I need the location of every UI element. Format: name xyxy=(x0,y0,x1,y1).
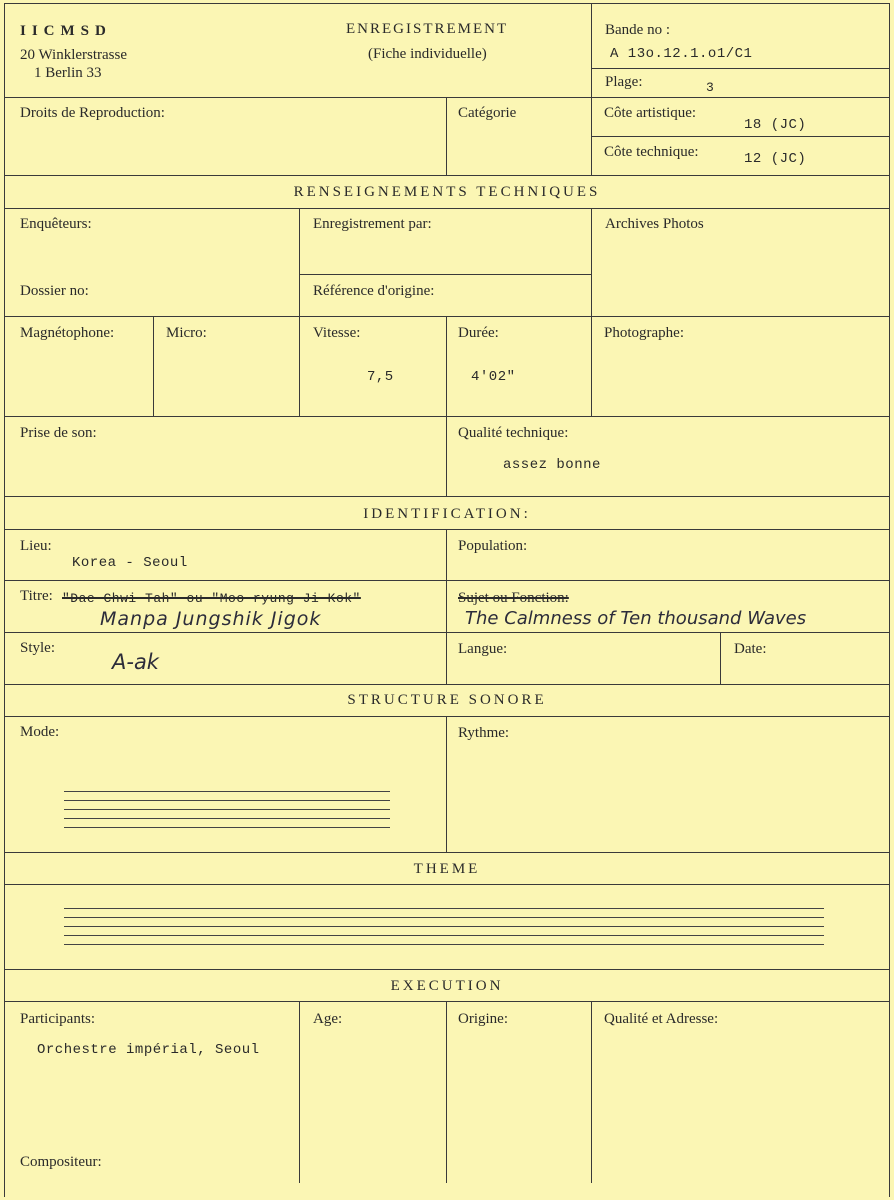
theme-staff-line-4 xyxy=(64,935,824,936)
titre-struck-value: "Dae Chwi-Tah" ou "Moo-ryung Ji Kok" xyxy=(62,591,361,606)
line-vitesse-bottom xyxy=(4,416,889,417)
age-label: Age: xyxy=(313,1011,343,1027)
dossier-label: Dossier no: xyxy=(20,283,89,299)
line-theme-title xyxy=(4,884,889,885)
cote-artistique-label: Côte artistique: xyxy=(604,105,697,121)
plage-value: 3 xyxy=(706,80,715,95)
prise-de-son-label: Prise de son: xyxy=(20,425,97,441)
line-structure-bottom xyxy=(4,852,889,853)
line-cote xyxy=(591,136,889,137)
qualite-technique-label: Qualité technique: xyxy=(458,425,569,441)
tech-divider-2 xyxy=(591,208,592,416)
line-enreg-ref xyxy=(299,274,591,275)
participants-label: Participants: xyxy=(20,1011,95,1027)
staff-line-4 xyxy=(64,818,390,819)
org-logo: IICMSD xyxy=(20,23,112,39)
magnetophone-label: Magnétophone: xyxy=(20,325,115,341)
duree-divider xyxy=(446,316,447,496)
border-right xyxy=(889,3,890,1197)
bande-label: Bande no : xyxy=(605,22,670,38)
date-divider xyxy=(720,632,721,684)
form-title: ENREGISTREMENT xyxy=(346,21,509,37)
line-style-bottom xyxy=(4,684,889,685)
enregistrement-par-label: Enregistrement par: xyxy=(313,216,432,232)
style-label: Style: xyxy=(20,640,56,656)
enqueteurs-label: Enquêteurs: xyxy=(20,216,92,232)
line-rights-bottom xyxy=(4,175,889,176)
section-identification: IDENTIFICATION: xyxy=(363,506,531,522)
section-renseignements: RENSEIGNEMENTS TECHNIQUES xyxy=(293,184,601,200)
line-bande-plage xyxy=(591,68,889,69)
micro-divider xyxy=(153,316,154,416)
date-label: Date: xyxy=(734,641,767,657)
categorie-divider xyxy=(446,97,447,175)
cote-artistique-value: 18 (JC) xyxy=(744,117,807,133)
population-label: Population: xyxy=(458,538,528,554)
micro-label: Micro: xyxy=(166,325,207,341)
header-divider xyxy=(591,3,592,175)
sujet-label: Sujet ou Fonction: xyxy=(458,590,569,606)
bande-value: A 13o.12.1.o1/C1 xyxy=(610,46,753,62)
address-line-1: 20 Winklerstrasse xyxy=(20,47,128,63)
theme-staff-line-3 xyxy=(64,926,824,927)
qualite-adresse-label: Qualité et Adresse: xyxy=(604,1011,719,1027)
droits-label: Droits de Reproduction: xyxy=(20,105,165,121)
sujet-handwritten: The Calmness of Ten thousand Waves xyxy=(465,608,807,629)
theme-staff-line-5 xyxy=(64,944,824,945)
lieu-value: Korea - Seoul xyxy=(72,555,188,571)
duree-label: Durée: xyxy=(458,325,499,341)
border-left xyxy=(4,3,5,1197)
theme-staff-line-1 xyxy=(64,908,824,909)
origine-divider xyxy=(446,1001,447,1183)
participants-value: Orchestre impérial, Seoul xyxy=(37,1042,260,1058)
tech-divider-1 xyxy=(299,208,300,416)
lieu-label: Lieu: xyxy=(20,538,52,554)
structure-divider xyxy=(446,716,447,852)
address-line-2: 1 Berlin 33 xyxy=(34,65,102,81)
mode-label: Mode: xyxy=(20,724,60,740)
categorie-label: Catégorie xyxy=(458,105,517,121)
line-lieu-bottom xyxy=(4,580,889,581)
theme-staff-line-2 xyxy=(64,917,824,918)
langue-label: Langue: xyxy=(458,641,508,657)
staff-line-2 xyxy=(64,800,390,801)
border-top xyxy=(4,3,890,4)
line-prise-bottom xyxy=(4,496,889,497)
section-execution: EXECUTION xyxy=(390,978,504,994)
titre-handwritten: Manpa Jungshik Jigok xyxy=(100,608,322,630)
plage-label: Plage: xyxy=(605,74,643,90)
age-divider xyxy=(299,1001,300,1183)
ident-divider xyxy=(446,529,447,684)
vitesse-value: 7,5 xyxy=(367,369,394,385)
rythme-label: Rythme: xyxy=(458,725,510,741)
cote-technique-label: Côte technique: xyxy=(604,144,699,160)
cote-technique-value: 12 (JC) xyxy=(744,151,807,167)
line-tech-title xyxy=(4,208,889,209)
line-titre-bottom xyxy=(4,632,889,633)
archives-photos-label: Archives Photos xyxy=(605,216,704,232)
staff-line-1 xyxy=(64,791,390,792)
line-theme-bottom xyxy=(4,969,889,970)
style-handwritten: A-ak xyxy=(112,650,159,674)
qualite-divider xyxy=(591,1001,592,1183)
duree-value: 4'02" xyxy=(471,369,516,385)
titre-label: Titre: xyxy=(20,588,53,604)
form-subtitle: (Fiche individuelle) xyxy=(368,46,487,62)
vitesse-label: Vitesse: xyxy=(313,325,361,341)
qualite-technique-value: assez bonne xyxy=(503,457,601,473)
staff-line-5 xyxy=(64,827,390,828)
photographe-label: Photographe: xyxy=(604,325,684,341)
section-theme: THEME xyxy=(413,861,481,877)
compositeur-label: Compositeur: xyxy=(20,1154,102,1170)
section-structure: STRUCTURE SONORE xyxy=(347,692,547,708)
staff-line-3 xyxy=(64,809,390,810)
origine-label: Origine: xyxy=(458,1011,508,1027)
reference-label: Référence d'origine: xyxy=(313,283,435,299)
